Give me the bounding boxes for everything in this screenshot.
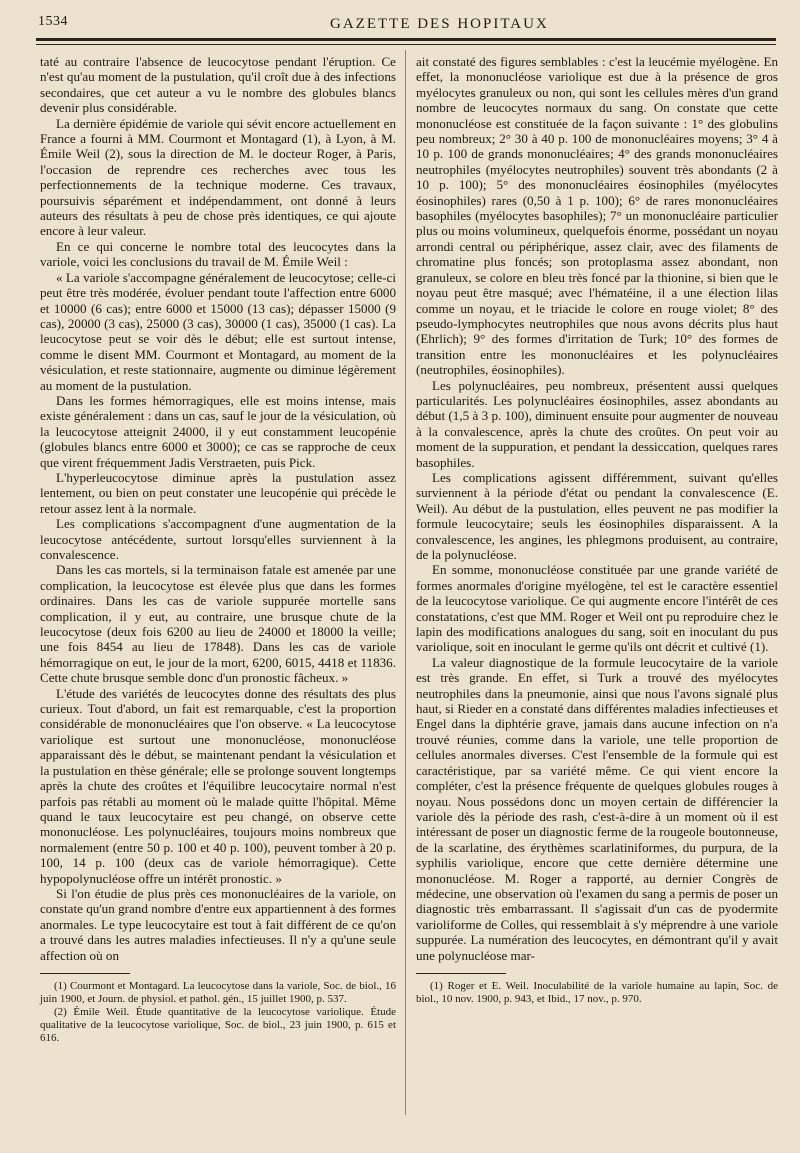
paragraph: taté au contraire l'absence de leucocytose pendant l'éruption. Ce n'est qu'au moment de la pustulation, qu'il croît due à des infections secondaires, que cet auteur a vu le nombre des globules blancs devenir plus considérable.	[40, 54, 396, 116]
paragraph: Dans les formes hémorragiques, elle est moins intense, mais existe généralement : dans un cas, sauf le jour de la vésiculation, où la leucocytose atteignit 24000, il y eut constamment leucopénie (globules blancs entre 6000 et 3000); ce cas se rapproche de ceux que virent fréquemment Jadis Verstraeten, puis Pick.	[40, 392, 396, 470]
footnote: (1) Courmont et Montagard. La leucocytose dans la variole, Soc. de biol., 16 juin 1900, et Journ. de physiol. et pathol. gén., 15 juillet 1900, p. 537.	[40, 979, 396, 1005]
header-rule-thick	[36, 38, 776, 41]
header-rule-thin	[36, 44, 776, 45]
paragraph: La dernière épidémie de variole qui sévit encore actuellement en France a fourni à MM. Courmont et Montagard (1), à Lyon, à M. Émile Weil (2), sous la direction de M. le docteur Roger, à Paris, l'occasion de reprendre ces recherches avec tous les perfectionnements de la technique moderne. Ces travaux, poursuivis séparément et indépendamment, ont donné à leurs auteurs des résultats à peu de chose près identiques, ce qui ajoute encore à leur valeur.	[40, 115, 396, 239]
column-divider	[405, 50, 406, 1115]
paragraph: Dans les cas mortels, si la terminaison fatale est amenée par une complication, la leucocytose est élevée plus que dans les formes ordinaires. Dans les cas de variole suppurée mortelle sans complication, il y eut, au contraire, une brusque chute de la leucocytose (deux fois 6200 au lieu de 24000 et 18000 la veille; une fois 8454 au lieu de 17848). Dans les cas de variole hémorragique on eut, le jour de la mort, 6200, 6015, 4418 et 11836. Cette chute brusque semble donc d'un pronostic fâcheux. »	[40, 562, 396, 686]
paragraph: « La variole s'accompagne généralement de leucocytose; celle-ci peut être très modérée, évoluer pendant toute l'affection entre 6000 et 10000 (6 cas); entre 6000 et 15000 (13 cas); dépasser 15000 (9 cas), 20000 (3 cas), 25000 (3 cas), 30000 (1 cas), 35000 (1 cas). La leucocytose peut se voir dès le début; elle est surtout intense, comme le disent MM. Courmont et Montagard, au moment de la vésiculation, et reste stationnaire, augmente ou diminue légèrement au moment de la pustulation.	[40, 269, 396, 393]
paragraph: Les polynucléaires, peu nombreux, présentent aussi quelques particularités. Les polynucléaires éosinophiles, assez abondants au début (1,5 à 3 p. 100), diminuent ensuite pour augmenter de nouveau à la convalescence, après la chute des croûtes. On peut voir au moment de la suppuration, et pendant la dessiccation, quelques rares basophiles.	[416, 377, 778, 470]
right-column	[416, 54, 778, 1006]
paragraph: L'hyperleucocytose diminue après la pustulation assez lentement, ou bien on peut constater une leucopénie qui précède le retour assez lent à la normale.	[40, 469, 396, 516]
paragraph: Si l'on étudie de plus près ces mononucléaires de la variole, on constate qu'un grand nombre d'entre eux appartiennent à des formes anormales. Le type leucocytaire est tout à fait différent de ce qu'on a trouvé dans les autres maladies infectieuses. Il n'y a qu'une seule affection où on	[40, 885, 396, 963]
footnote: (2) Émile Weil. Étude quantitative de la leucocytose variolique. Étude qualitative de la leucocytose variolique, Soc. de biol., 23 juin 1900, p. 615 et 616.	[40, 1005, 396, 1044]
paragraph: En somme, mononucléose constituée par une grande variété de formes anormales d'origine myélogène, tel est le caractère essentiel de la leucocytose variolique. Ce qui augmente encore l'intérêt de ces constatations, c'est que MM. Roger et Weil ont pu reproduire chez le lapin des modifications analogues du sang, soit en inoculant du pus variolique, soit en inoculant le germe qu'ils ont décrit et cultivé (1).	[416, 562, 778, 655]
page-number: 1534	[38, 14, 68, 29]
paragraph: Les complications s'accompagnent d'une augmentation de la leucocytose antécédente, surtout lorsqu'elles surviennent à la convalescence.	[40, 516, 396, 562]
paragraph: Les complications agissent différemment, suivant qu'elles surviennent à la période d'état ou pendant la convalescence (E. Weil). Au début de la pustulation, elles peuvent ne pas modifier la formule leucocytaire; seuls les éosinophiles disparaissent. A la convalescence, les angines, les phlegmons produisent, au contraire, de la polynucléose.	[416, 469, 778, 562]
left-column	[40, 54, 396, 1045]
running-head: GAZETTE DES HOPITAUX	[330, 16, 549, 32]
paragraph: La valeur diagnostique de la formule leucocytaire de la variole est très grande. En effet, si Turk a trouvé des myélocytes neutrophiles dans la pneumonie, ainsi que nous l'avons signalé plus haut, si Rieder en a constaté dans différentes maladies infectieuses et Engel dans la diphtérie grave, jamais dans aucune infection on n'a trouvé réunies, comme dans la variole, une telle proportion de cellules anormales diverses. C'est l'ensemble de la formule qui est caractéristique, par sa variété même. Ce qui vient encore la compléter, c'est la présence fréquente de quelques globules rouges à noyau. Nous possédons donc un moyen certain de différencier la variole dès la période des rash, c'est-à-dire à un moment où il est intéressant de poser un diagnostic ferme de la rougeole boutonneuse, de la scarlatine, des érythèmes scarlatiniformes, du purpura, de la syphilis variolique, encore que cette dernière détermine une mononucléose. M. Roger a rapporté, au dernier Congrès de médecine, une observation où l'examen du sang a permis de poser un diagnostic très embarrassant. Il s'agissait d'un cas de pyodermite varioliforme de Colles, qui ressemblait à s'y méprendre à une variole suppurée. La numération des leucocytes, en démontrant qu'il y avait une polynucléose mar-	[416, 654, 778, 963]
footnote-rule	[416, 973, 506, 974]
paragraph: ait constaté des figures semblables : c'est la leucémie myélogène. En effet, la mononucléose variolique est due à la présence de gros myélocytes granuleux ou non, qui sont les cellules mères d'un grand nombre de leucocytes normaux du sang. On constate que cette mononucléose est constituée de la façon suivante : 1° des globulins peu nombreux; 2° 30 à 40 p. 100 de mononucléaires moyens; 3° 4 à 10 p. 100 de grands mononucléaires; 4° des grands mononucléaires neutrophiles (myélocytes neutrophiles) souvent très abondants (2 à 10 p. 100); 5° des mononucléaires éosinophiles (myélocytes éosinophiles) rares (0,50 à 1 p. 100); 6° de rares mononucléaires basophiles (myélocytes basophiles); 7° un mononucléaire particulier plus ou moins volumineux, quelquefois énorme, possédant un noyau arrondi central ou périphérique, assez clair, avec des filaments de chromatine plus foncés; son protoplasma assez abondant, non granuleux, se colore en bleu très foncé par la thionine, si bien que le noyau peut être masqué; avec l'hématéine, il a une élection lilas comme un noyau, et le triacide le colore en rouge violet; 8° des pseudo-lymphocytes neutrophiles que nous avons décrits plus haut (Ehrlich); 9° des formes d'irritation de Turk; 10° des formes de transition entre les mononucléaires et les polynucléaires (neutrophiles, éosinophiles).	[416, 54, 778, 378]
footnote-rule	[40, 973, 130, 974]
paragraph: L'étude des variétés de leucocytes donne des résultats des plus curieux. Tout d'abord, un fait est remarquable, c'est la proportion considérable de mononucléaires que l'on observe. « La leucocytose variolique est surtout une mononucléose, mononucléose apparaissant dès le début, se maintenant pendant la vésiculation et la pustulation en thèse générale; elle se prolonge souvent longtemps après la chute des croûtes et l'équilibre leucocytaire normal n'est parfois pas rétabli au moment où le malade quitte l'hôpital. Même quand le taux leucocytaire est peu changé, on observe cette mononucléose. Les polynucléaires, toujours moins nombreux que normalement (entre 50 p. 100 et 40 p. 100), peuvent tomber à 20 p. 100, 14 p. 100 (deux cas de variole hémorragique). Cette hypopolynucléose offre un intérêt pronostic. »	[40, 685, 396, 886]
footnote: (1) Roger et E. Weil. Inoculabilité de la variole humaine au lapin, Soc. de biol., 10 nov. 1900, p. 943, et Ibid., 17 nov., p. 970.	[416, 979, 778, 1005]
paragraph: En ce qui concerne le nombre total des leucocytes dans la variole, voici les conclusions du travail de M. Émile Weil :	[40, 238, 396, 270]
